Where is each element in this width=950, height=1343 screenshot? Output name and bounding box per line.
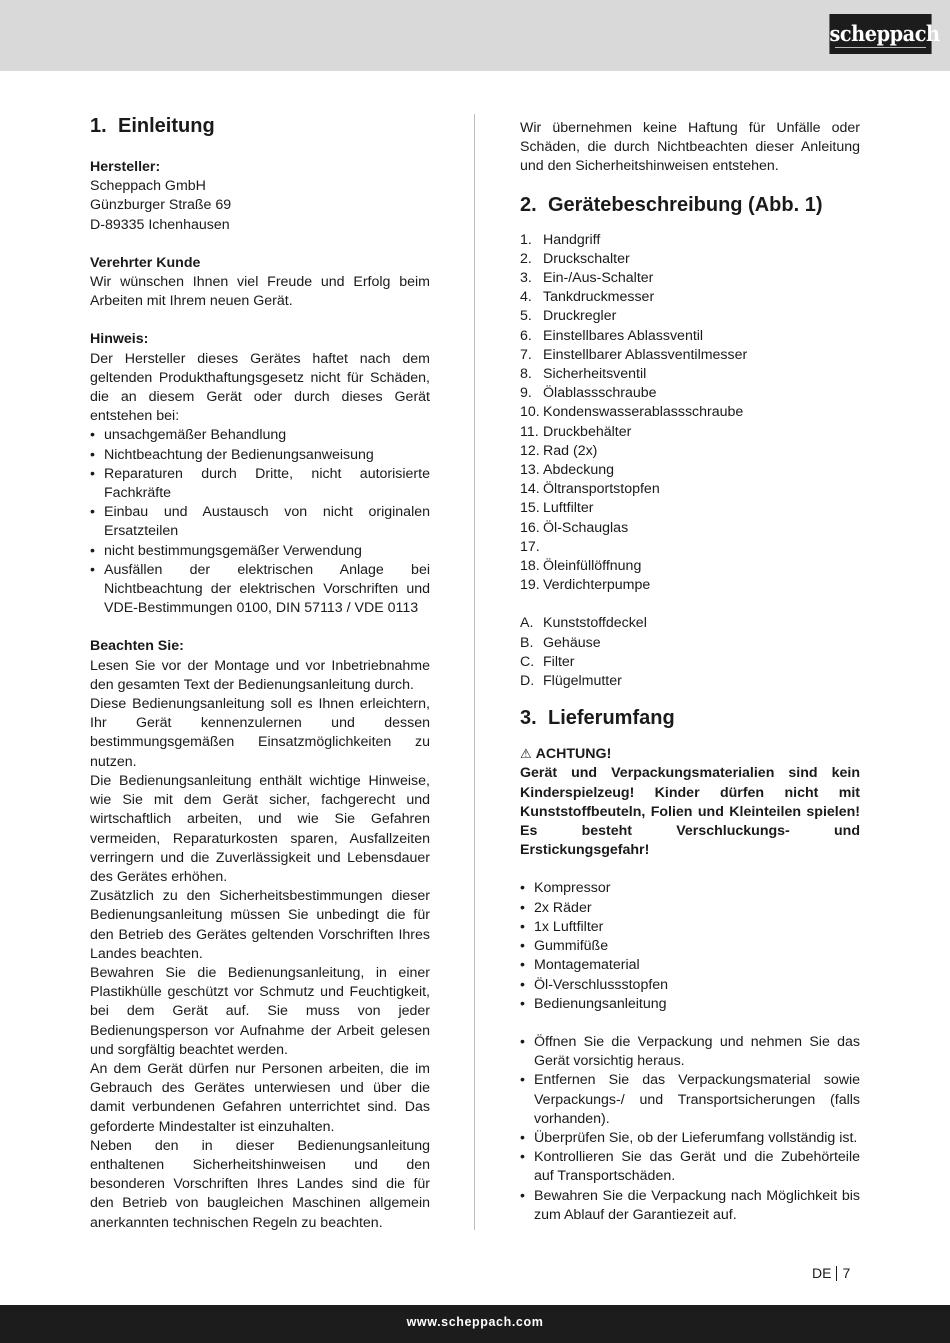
scheppach-logo: scheppach (829, 14, 931, 54)
page-number-separator (836, 1266, 837, 1281)
item-label: Einstellbares Ablassventil (543, 327, 704, 344)
item-number: 11. (520, 423, 539, 440)
list-item (520, 346, 860, 365)
list-item: • Öffnen Sie die Verpackung und nehmen Sie das Gerät vorsichtig heraus. (520, 1033, 860, 1071)
item-label: Luftfilter (543, 500, 594, 517)
list-item (520, 231, 860, 250)
item-label: Einstellbarer Ablassventilmesser (543, 346, 748, 363)
beachten-paragraph: Neben den in dieser Bedienungsanleitung enthaltenen Sicherheitshinweisen und den besonderen Vorschriften Ihres Landes sind die für den Betrieb von baugleichen Maschinen allgemein anerkannten technischen Regeln zu beachten. (90, 1137, 430, 1231)
item-number: 12. (520, 442, 540, 459)
beachten-label: Beachten Sie: (90, 638, 184, 655)
item-label: Gehäuse (543, 634, 601, 651)
column-divider (474, 114, 475, 1230)
beachten-paragraph: Bewahren Sie die Bedienungsanleitung, in einer Plastikhülle geschützt vor Schmutz und Feuchtigkeit, bei dem Gerät auf. Sie muss von jeder Bedienungsperson vor Aufnahme der Arbeit gelesen und sorgfältig beachtet werden. (90, 964, 430, 1058)
list-item: • Kontrollieren Sie das Gerät und die Zubehörteile auf Transportschäden. (520, 1148, 860, 1186)
list-item (520, 307, 860, 326)
list-item: • 1x Luftfilter (520, 918, 860, 937)
language-code: DE (812, 1265, 832, 1281)
page-number-value: 7 (842, 1265, 851, 1281)
list-item (520, 519, 860, 538)
item-label: Tankdruckmesser (543, 289, 655, 306)
list-item (520, 614, 860, 633)
list-item (520, 250, 860, 269)
header-bar (0, 0, 950, 71)
item-number: 3. (520, 270, 532, 287)
item-number: 14. (520, 481, 540, 498)
item-number: 16. (520, 519, 540, 536)
list-item: • Einbau und Austausch von nicht originalen Ersatzteilen (90, 503, 430, 541)
list-item (520, 538, 860, 557)
unpacking-steps (520, 1033, 860, 1225)
footer-url: www.scheppach.com (406, 1315, 544, 1329)
item-number: 7. (520, 346, 532, 363)
warning-text: Gerät und Verpackungsmaterialien sind kein Kinderspielzeug! Kinder dürfen nicht mit Kunststoffbeuteln, Folien und Kleinteilen spielen! Es besteht Verschluckungs- und Erstickungsgefahr! (520, 765, 860, 859)
liability-text: Wir übernehmen keine Haftung für Unfälle oder Schäden, die durch Nichtbeachten dieser Anleitung und den Sicherheitshinweisen entstehen. (520, 120, 860, 175)
warning-heading (520, 744, 860, 764)
kunde-label: Verehrter Kunde (90, 254, 201, 271)
section-number: 1. (90, 115, 107, 137)
right-column (520, 119, 860, 1225)
item-label: Verdichterpumpe (543, 577, 651, 594)
section-number: 2. (520, 193, 537, 216)
warning-label: ACHTUNG! (535, 746, 612, 763)
item-number: 2. (520, 250, 532, 267)
list-item: • 2x Räder (520, 899, 860, 918)
left-column (90, 112, 430, 1233)
page-number (812, 1265, 850, 1281)
section-heading-einleitung (90, 112, 430, 140)
item-label: Sicherheitsventil (543, 366, 647, 383)
list-item (520, 269, 860, 288)
item-label: Druckregler (543, 308, 617, 325)
list-item: • Überprüfen Sie, ob der Lieferumfang vollständig ist. (520, 1129, 860, 1148)
list-item (520, 403, 860, 422)
hinweis-text: Der Hersteller dieses Gerätes haftet nach dem geltenden Produkthaftungsgesetz nicht für Schäden, die an diesem Gerät oder durch dieses Gerät entstehen bei: (90, 350, 430, 425)
item-letter: D. (520, 673, 535, 690)
section-heading-geraetebeschreibung (520, 191, 860, 219)
beachten-paragraph: Zusätzlich zu den Sicherheitsbestimmungen dieser Bedienungsanleitung müssen Sie unbedingt die für den Betrieb des Gerätes geltenden Vorschriften Ihres Landes beachten. (90, 888, 430, 962)
item-label: Öleinfüllöffnung (543, 558, 642, 575)
hersteller-line: Günzburger Straße 69 (90, 197, 232, 214)
item-label: Filter (543, 653, 575, 670)
item-number: 18. (520, 558, 540, 575)
beachten-paragraph: Die Bedienungsanleitung enthält wichtige Hinweise, wie Sie mit dem Gerät sicher, fachgerecht und wirtschaftlich arbeiten, und wie Sie Gefahren vermeiden, Reparaturkosten sparen, Ausfallzeiten verringern und die Zuverlässigkeit und Lebensdauer des Gerätes erhöhen. (90, 772, 430, 885)
beachten-paragraph: An dem Gerät dürfen nur Personen arbeiten, die im Gebrauch des Gerätes unterwiesen und über die damit verbundenen Gefahren unterrichtet sind. Das geforderte Mindestalter ist einzuhalten. (90, 1060, 430, 1135)
scope-list (520, 879, 860, 1013)
item-label: Kondenswasserablassschraube (543, 404, 744, 421)
list-item (520, 557, 860, 576)
item-number: 5. (520, 308, 532, 325)
hersteller-line: Scheppach GmbH (90, 178, 206, 195)
list-item: • Reparaturen durch Dritte, nicht autorisierte Fachkräfte (90, 465, 430, 503)
item-number: 9. (520, 385, 532, 402)
item-number: 6. (520, 327, 532, 344)
beachten-paragraph: Diese Bedienungsanleitung soll es Ihnen erleichtern, Ihr Gerät kennenzulernen und dessen bestimmungsgemäßen Einsatzmöglichkeiten zu nutzen. (90, 696, 430, 770)
item-label: Druckbehälter (543, 423, 632, 440)
item-label: Abdeckung (543, 462, 614, 479)
item-number: 4. (520, 289, 532, 306)
list-item (520, 653, 860, 672)
hersteller-line: D-89335 Ichenhausen (90, 216, 230, 233)
list-item (520, 672, 860, 691)
item-label: Ein-/Aus-Schalter (543, 270, 654, 287)
item-number: 17. (520, 538, 540, 555)
hinweis-label: Hinweis: (90, 331, 149, 348)
list-item: • Bedienungsanleitung (520, 995, 860, 1014)
list-item: • unsachgemäßer Behandlung (90, 426, 430, 445)
list-item: • Ausfällen der elektrischen Anlage bei Nichtbeachtung der elektrischen Vorschriften und VDE-Bestimmungen 0100, DIN 57113 / VDE 0113 (90, 561, 430, 619)
parts-letter-list (520, 614, 860, 691)
hinweis-list (90, 426, 430, 618)
list-item (520, 288, 860, 307)
list-item: • Bewahren Sie die Verpackung nach Möglichkeit bis zum Ablauf der Garantiezeit auf. (520, 1187, 860, 1225)
item-number: 15. (520, 500, 540, 517)
list-item: • Kompressor (520, 879, 860, 898)
list-item: • nicht bestimmungsgemäßer Verwendung (90, 542, 430, 561)
list-item: • Montagematerial (520, 956, 860, 975)
item-letter: B. (520, 634, 534, 651)
kunde-text: Wir wünschen Ihnen viel Freude und Erfolg beim Arbeiten mit Ihrem neuen Gerät. (90, 274, 430, 310)
list-item (520, 634, 860, 653)
item-label: Flügelmutter (543, 673, 622, 690)
list-item (520, 499, 860, 518)
section-number: 3. (520, 707, 537, 730)
parts-list (520, 231, 860, 596)
list-item: • Entfernen Sie das Verpackungsmaterial sowie Verpackungs-/ und Transportsicherungen (falls vorhanden). (520, 1071, 860, 1129)
beachten-paragraph: Lesen Sie vor der Montage und vor Inbetriebnahme den gesamten Text der Bedienungsanleitung durch. (90, 657, 430, 693)
item-number: 10. (520, 404, 540, 421)
list-item: • Gummifüße (520, 937, 860, 956)
section-heading-lieferumfang (520, 704, 860, 732)
list-item (520, 461, 860, 480)
list-item (520, 442, 860, 461)
list-item (520, 365, 860, 384)
item-label: Ölablassschraube (543, 385, 657, 402)
list-item: • Öl-Verschlussstopfen (520, 976, 860, 995)
item-label: Rad (2x) (543, 442, 598, 459)
list-item (520, 384, 860, 403)
item-label: Öltransportstopfen (543, 481, 660, 498)
item-label: Handgriff (543, 231, 601, 248)
hersteller-label: Hersteller: (90, 159, 161, 175)
item-letter: C. (520, 653, 535, 670)
item-letter: A. (520, 615, 534, 632)
list-item (520, 480, 860, 499)
warning-triangle-icon: ⚠ (520, 746, 532, 762)
list-item: • Nichtbeachtung der Bedienungsanweisung (90, 446, 430, 465)
item-label: Druckschalter (543, 250, 630, 267)
list-item (520, 423, 860, 442)
item-label: Öl-Schauglas (543, 519, 629, 536)
section-title: Gerätebeschreibung (Abb. 1) (548, 193, 823, 216)
item-number: 19. (520, 577, 540, 594)
list-item (520, 327, 860, 346)
section-title: Einleitung (118, 115, 215, 137)
item-number: 1. (520, 231, 532, 248)
item-number: 13. (520, 462, 540, 479)
item-label: Kunststoffdeckel (543, 615, 647, 632)
section-title: Lieferumfang (548, 707, 675, 730)
item-number: 8. (520, 366, 532, 383)
list-item (520, 576, 860, 595)
footer-bar (0, 1305, 950, 1343)
